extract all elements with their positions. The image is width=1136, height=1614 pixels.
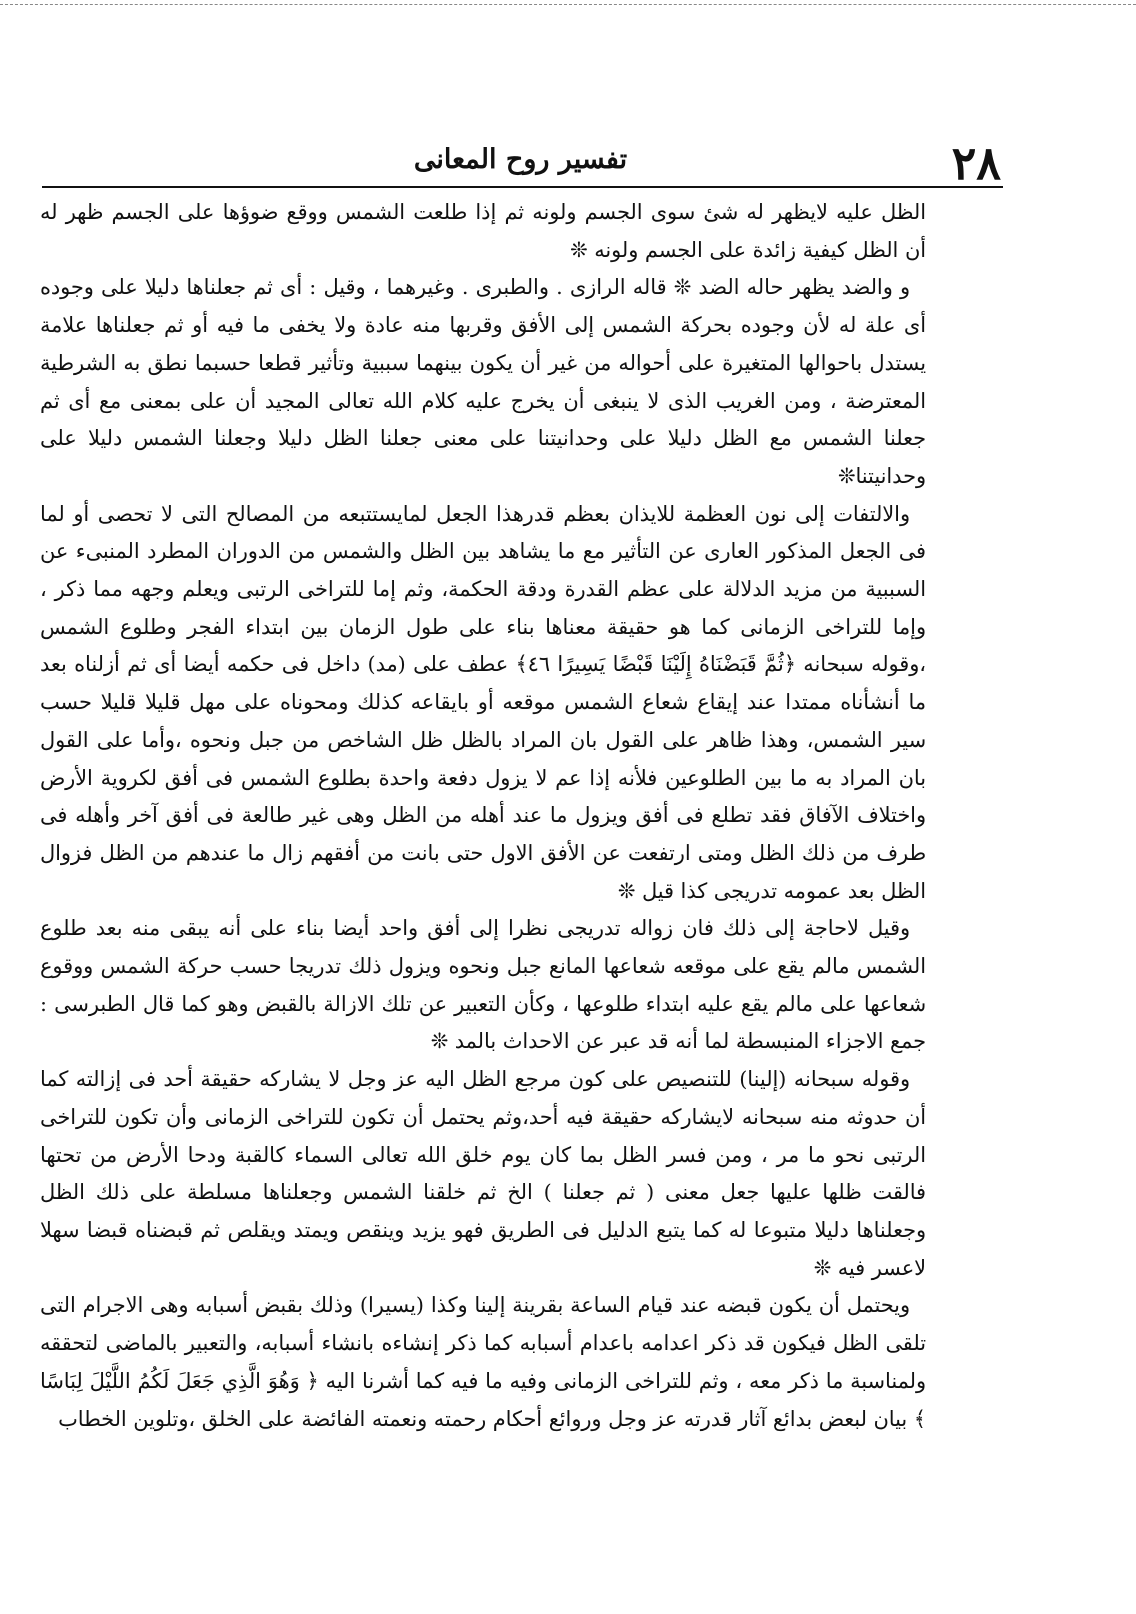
paragraph: و والضد يظهر حاله الضد ❊ قاله الرازى . والطبرى . وغيرهما ، وقيل : أى ثم جعلناها دليلا على وجوده أى علة له لأن وجوده بحركة الشمس إلى الأفق وقربها منه عادة ولا يخفى ما فيه أو ثم جعلناها علامة يستدل باحوالها المتغيرة على أحواله من غير أن يكون بينهما سببية وتأثير قطعا حسبما نطق به الشرطية المعترضة ، ومن الغريب الذى لا ينبغى أن يخرج عليه كلام الله تعالى المجيد أن على بمعنى مع أى ثم جعلنا الشمس مع الظل دليلا على وحدانيتنا على معنى جعلنا الظل دليلا وجعلنا الشمس دليلا على وحدانيتنا❊: [40, 275, 926, 488]
paragraph: الظل عليه لايظهر له شئ سوى الجسم ولونه ثم إذا طلعت الشمس ووقع ضوؤها على الجسم ظهر له أن الظل كيفية زائدة على الجسم ولونه ❊: [40, 200, 926, 262]
page-header: [40, 138, 1001, 188]
paragraph: والالتفات إلى نون العظمة للايذان بعظم قدرهذا الجعل لمايستتبعه من المصالح التى لا تحصى أو لما فى الجعل المذكور العارى عن التأثير مع ما يشاهد بين الظل والشمس من الدوران المطرد المنبىء عن السببية من مزيد الدلالة على عظم القدرة ودقة الحكمة، وثم إما للتراخى الرتبى ويعلم وجهه مما ذكر ، وإما للتراخى الزمانى كما هو حقيقة معناها بناء على طول الزمان بين ابتداء الفجر وطلوع الشمس ،وقوله سبحانه ﴿ثُمَّ قَبَضْنَاهُ إِلَيْنَا قَبْضًا يَسِيرًا ٤٦﴾ عطف على (مد) داخل فى حكمه أيضا أى ثم أزلناه بعد ما أنشأناه ممتدا عند إيقاع شعاع الشمس موقعه أو بايقاعه كذلك ومحوناه على مهل قليلا قليلا حسب سير الشمس، وهذا ظاهر على القول بان المراد بالظل ظل الشاخص من جبل ونحوه ،وأما على القول بان المراد به ما بين الطلوعين فلأنه إذا عم لا يزول دفعة واحدة بطلوع الشمس فى أفق لكروية الأرض واختلاف الآفاق فقد تطلع فى أفق ويزول ما عند أهله من الظل وهى غير طالعة فى أفق آخر وأهله فى طرف من ذلك الظل ومتى ارتفعت عن الأفق الاول حتى بانت من أفقهم زال ما عندهم من الظل فزوال الظل بعد عمومه تدريجى كذا قيل ❊: [40, 501, 926, 903]
running-title: تفسير روح المعانى: [413, 144, 628, 175]
paragraph: وقوله سبحانه (إلينا) للتنصيص على كون مرجع الظل اليه عز وجل لا يشاركه حقيقة أحد فى إزالته كما أن حدوثه منه سبحانه لايشاركه حقيقة فيه أحد،وثم يحتمل أن تكون للتراخى الزمانى وأن تكون للتراخى الرتبى نحو ما مر ، ومن فسر الظل بما كان يوم خلق الله تعالى السماء كالقبة ودحا الأرض من تحتها فالقت ظلها عليها جعل معنى ( ثم جعلنا ) الخ ثم خلقنا الشمس وجعلناها مسلطة على ذلك الظل وجعلناها دليلا متبوعا له كما يتبع الدليل فى الطريق فهو يزيد وينقص ويمتد ويقلص ثم قبضناه قبضا سهلا لاعسر فيه ❊: [40, 1067, 926, 1280]
paragraph: ويحتمل أن يكون قبضه عند قيام الساعة بقرينة إلينا وكذا (يسيرا) وذلك بقبض أسبابه وهى الاجرام التى تلقى الظل فيكون قد ذكر اعدامه باعدام أسبابه كما ذكر إنشاءه بانشاء أسبابه، والتعبير بالماضى لتحققه ولمناسبة ما ذكر معه ، وثم للتراخى الزمانى وفيه ما فيه كما أشرنا اليه ﴿ وَهُوَ الَّذِي جَعَلَ لَكُمُ اللَّيْلَ لِبَاسًا ﴾ بيان لبعض بدائع آثار قدرته عز وجل وروائع أحكام رحمته ونعمته الفائضة على الخلق ،وتلوين الخطاب: [40, 1293, 926, 1431]
body-text: [40, 194, 926, 1554]
page-number: ٢٨: [951, 136, 1001, 190]
paragraph: وقيل لاحاجة إلى ذلك فان زواله تدريجى نظرا إلى أفق واحد أيضا بناء على أنه يبقى منه بعد طلوع الشمس مالم يقع على موقعه شعاعها المانع جبل ونحوه ويزول ذلك تدريجا حسب حركة الشمس ووقوع شعاعها على مالم يقع عليه ابتداء طلوعها ، وكأن التعبير عن تلك الازالة بالقبض وهو كما قال الطبرسى : جمع الاجزاء المنبسطة لما أنه قد عبر عن الاحداث بالمد ❊: [40, 916, 926, 1054]
header-rule: [42, 186, 1003, 188]
scan-edge-rule: [0, 4, 1136, 5]
